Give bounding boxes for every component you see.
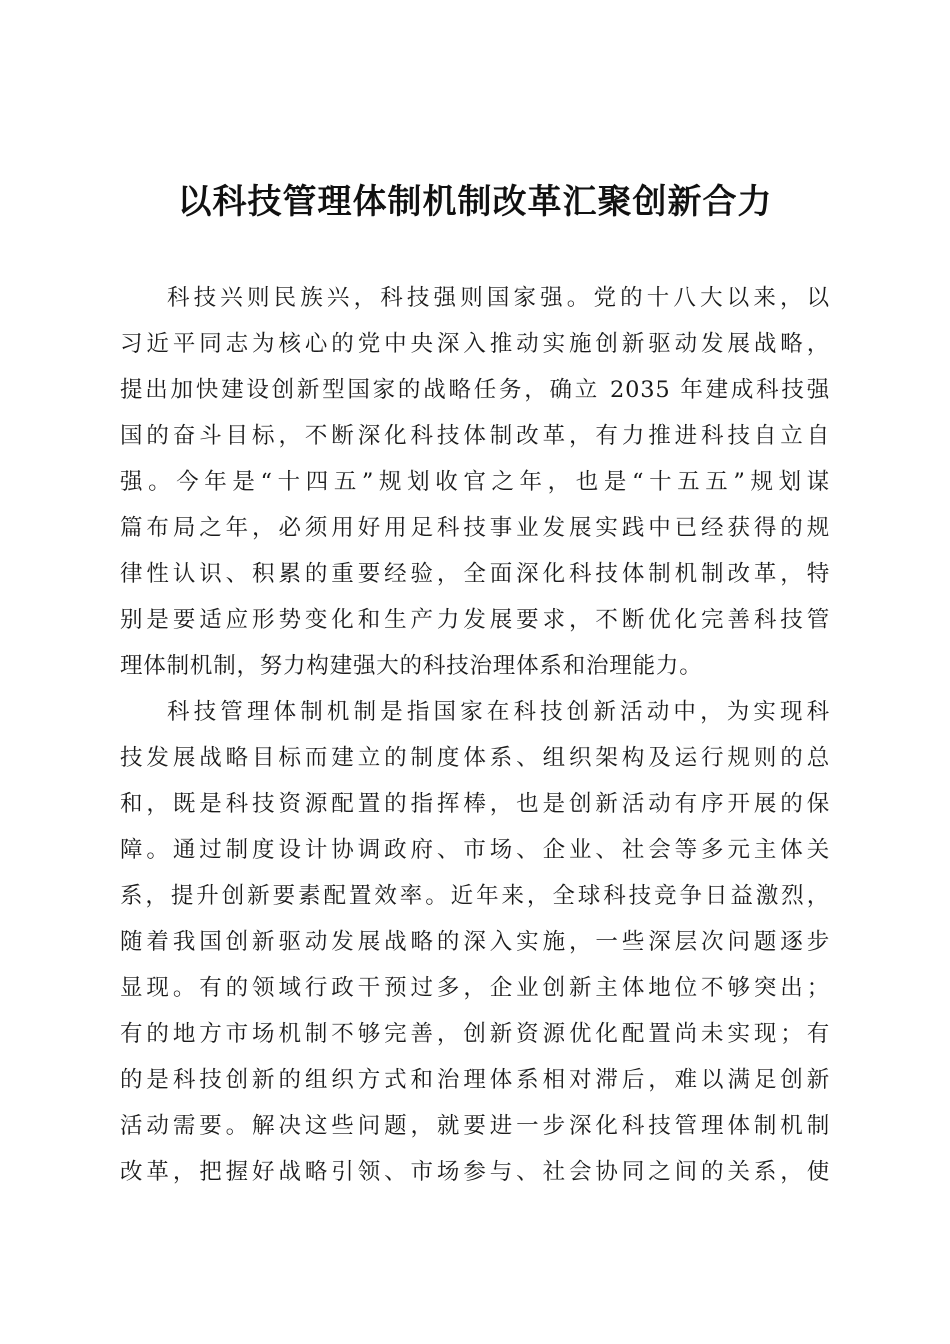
text-line: 技发展战略目标而建立的制度体系、组织架构及运行规则的总	[120, 745, 830, 771]
document-title: 以科技管理体制机制改革汇聚创新合力	[177, 182, 773, 222]
text-line: 科技兴则民族兴，科技强则国家强。党的十八大以来，以	[167, 285, 830, 311]
text-line: 随着我国创新驱动发展战略的深入实施，一些深层次问题逐步	[120, 929, 830, 955]
text-line: 系，提升创新要素配置效率。近年来，全球科技竞争日益激烈，	[120, 883, 830, 909]
text-line: 显现。有的领域行政干预过多，企业创新主体地位不够突出；	[120, 975, 830, 1001]
document-body	[120, 275, 830, 1195]
text-line: 活动需要。解决这些问题，就要进一步深化科技管理体制机制	[120, 1113, 830, 1139]
text-line: 和，既是科技资源配置的指挥棒，也是创新活动有序开展的保	[120, 791, 830, 817]
text-line: 科技管理体制机制是指国家在科技创新活动中，为实现科	[167, 699, 830, 725]
text-line: 别是要适应形势变化和生产力发展要求，不断优化完善科技管	[120, 607, 830, 633]
text-line: 强。今年是“十四五”规划收官之年，也是“十五五”规划谋	[120, 469, 830, 495]
text-line: 的是科技创新的组织方式和治理体系相对滞后，难以满足创新	[120, 1067, 830, 1093]
paragraph-1	[120, 275, 830, 689]
text-line: 提出加快建设创新型国家的战略任务，确立 2035 年建成科技强	[120, 377, 830, 403]
text-line: 国的奋斗目标，不断深化科技体制改革，有力推进科技自立自	[120, 423, 830, 449]
text-line: 改革，把握好战略引领、市场参与、社会协同之间的关系，使	[120, 1159, 830, 1185]
text-line: 理体制机制，努力构建强大的科技治理体系和治理能力。	[120, 653, 703, 679]
paragraph-2	[120, 689, 830, 1195]
text-line: 篇布局之年，必须用好用足科技事业发展实践中已经获得的规	[120, 515, 830, 541]
text-line: 习近平同志为核心的党中央深入推动实施创新驱动发展战略，	[120, 331, 830, 357]
text-line: 律性认识、积累的重要经验，全面深化科技体制机制改革，特	[120, 561, 830, 587]
text-line: 有的地方市场机制不够完善，创新资源优化配置尚未实现；有	[120, 1021, 830, 1047]
text-line: 障。通过制度设计协调政府、市场、企业、社会等多元主体关	[120, 837, 830, 863]
